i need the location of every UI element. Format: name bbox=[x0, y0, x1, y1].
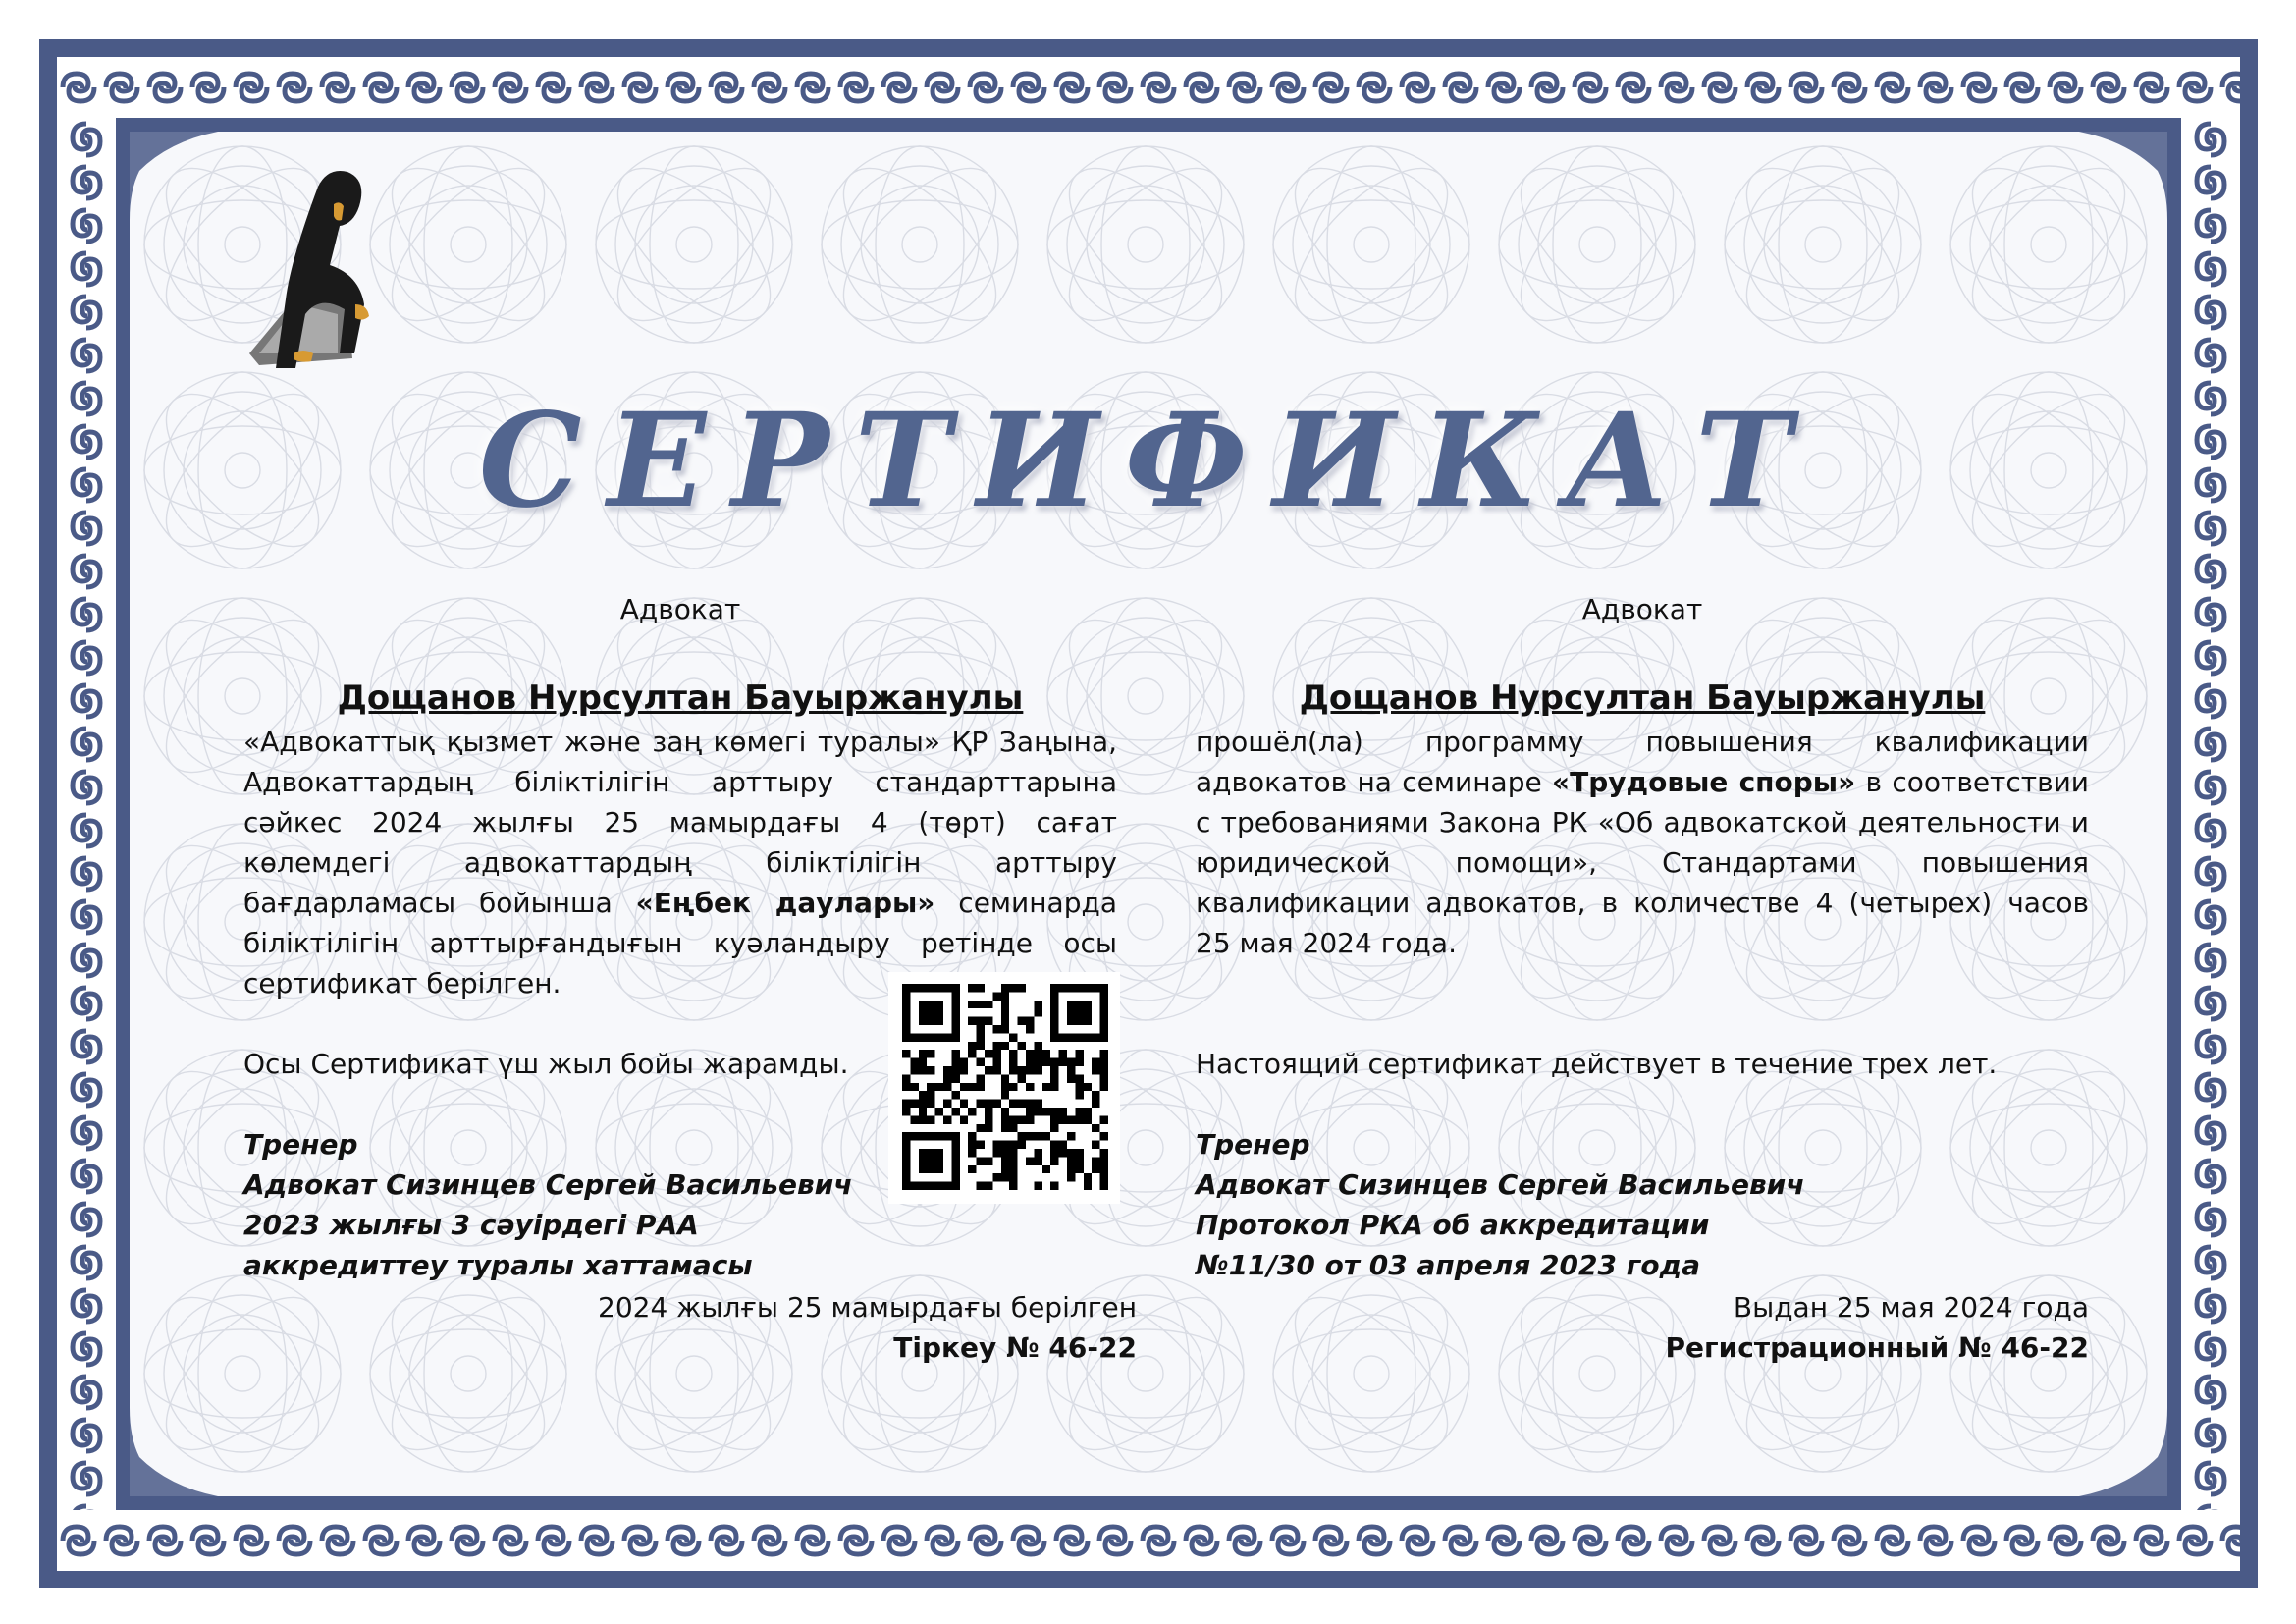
trainer-label-ru: Тренер bbox=[1196, 1128, 1310, 1161]
accreditation-line-1-kz: 2023 жылғы 3 сәуірдегі РАА bbox=[243, 1209, 699, 1241]
recipient-role-kz: Адвокат bbox=[619, 593, 741, 625]
thinker-statue-logo bbox=[240, 157, 406, 368]
qr-code-image bbox=[902, 984, 1108, 1190]
trainer-name-ru: Адвокат Сизинцев Сергей Васильевич bbox=[1196, 1168, 1805, 1201]
ornament-band-bottom bbox=[57, 1510, 2240, 1571]
issue-block-kz bbox=[243, 1287, 1137, 1368]
issue-date-ru: Выдан 25 мая 2024 года bbox=[1733, 1291, 2089, 1324]
recipient-role-ru: Адвокат bbox=[1581, 593, 1703, 625]
certificate-title: СЕРТИФИКАТ bbox=[478, 385, 1818, 537]
recipient-name-kz: Дощанов Нурсултан Бауыржанулы bbox=[337, 678, 1024, 718]
validity-note-kz: Осы Сертификат үш жыл бойы жарамды. bbox=[243, 1048, 849, 1080]
body-text-end-kz: семинарда біліктілігін арттырғандығын куәландыру ретінде осы сертификат берілген. bbox=[243, 887, 1117, 1000]
registration-number-kz: Тіркеу № 46-22 bbox=[893, 1331, 1137, 1364]
corner-flourish-bottom-right bbox=[2079, 1408, 2167, 1496]
body-text-end-ru: в соответствии с требованиями Закона РК «Об адвокатской деятельности и юридической помощи», Стандартами повышения квалификации адвокатов, в количестве 4 (четырех) часов 25 мая 2024 года. bbox=[1196, 766, 2089, 959]
seminar-name-ru: «Трудовые споры» bbox=[1552, 766, 1856, 798]
validity-note-ru: Настоящий сертификат действует в течение трех лет. bbox=[1196, 1048, 1998, 1080]
corner-flourish-top-left bbox=[130, 132, 218, 220]
accreditation-line-2-kz: аккредиттеу туралы хаттамасы bbox=[243, 1249, 753, 1281]
qr-code[interactable] bbox=[888, 972, 1120, 1204]
body-text-start-kz: «Адвокаттық қызмет және заң көмегі туралы» ҚР Заңына, Адвокаттардың біліктілігін арттыру стандарттарына сәйкес 2024 жылғы 25 мамырдағы 4 (төрт) сағат көлемдегі адвокаттардың біліктілігін арттыру бағдарламасы бойынша bbox=[243, 726, 1117, 919]
ornament-band-left bbox=[57, 118, 116, 1510]
issue-block-ru bbox=[1196, 1287, 2089, 1368]
ornament-band-top bbox=[57, 57, 2240, 118]
russian-text-column bbox=[1196, 589, 2089, 1285]
accreditation-line-1-ru: Протокол РКА об аккредитации bbox=[1196, 1209, 1710, 1241]
trainer-block-ru bbox=[1196, 1124, 2089, 1285]
body-text-start-ru: прошёл(ла) программу повышения квалификации адвокатов на семинаре bbox=[1196, 726, 2089, 798]
corner-flourish-bottom-left bbox=[130, 1408, 218, 1496]
certificate-body-ru bbox=[1196, 722, 2089, 963]
registration-number-ru: Регистрационный № 46-22 bbox=[1665, 1331, 2089, 1364]
corner-flourish-top-right bbox=[2079, 132, 2167, 220]
recipient-name-ru: Дощанов Нурсултан Бауыржанулы bbox=[1299, 678, 1986, 718]
trainer-name-kz: Адвокат Сизинцев Сергей Васильевич bbox=[243, 1168, 853, 1201]
issue-date-kz: 2024 жылғы 25 мамырдағы берілген bbox=[598, 1291, 1137, 1324]
certificate-body-kz bbox=[243, 722, 1117, 1003]
accreditation-line-2-ru: №11/30 от 03 апреля 2023 года bbox=[1196, 1249, 1701, 1281]
ornament-band-right bbox=[2181, 118, 2240, 1510]
seminar-name-kz: «Еңбек даулары» bbox=[635, 887, 935, 919]
trainer-label-kz: Тренер bbox=[243, 1128, 358, 1161]
